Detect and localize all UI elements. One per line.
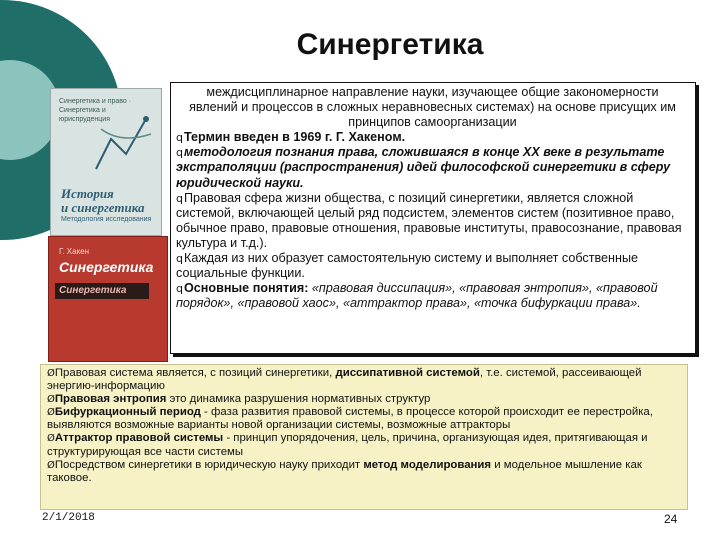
book-illustration-icon — [91, 109, 161, 179]
bullet-icon: q — [176, 252, 183, 266]
arrow-bullet-icon: Ø — [47, 368, 55, 379]
bullet-icon: q — [176, 131, 183, 145]
arrow-bullet-icon: Ø — [47, 407, 55, 419]
bullet-icon: q — [176, 146, 183, 160]
list-item: qТермин введен в 1969 г. Г. Хакеном. — [176, 130, 406, 145]
book-cover-header: Синергетика и право · Синергетика и юриспруденция — [59, 98, 132, 123]
arrow-bullet-icon: Ø — [47, 433, 55, 445]
book-cover-title: Синергетика — [59, 259, 154, 275]
list-item: ØБифуркационный период - фаза развития правовой системы, в процессе которой происходит ее перестройка, выявляются возможные варианты новой организации системы, возможные аттракторы — [47, 406, 653, 432]
bullet-icon: q — [176, 282, 183, 296]
arrow-bullet-icon: Ø — [47, 459, 55, 471]
book-cover-history-synergetics — [50, 88, 162, 236]
slide-date: 2/1/2018 — [42, 512, 95, 524]
list-item: ØПравовая система является, с позиций синергетики, диссипативной системой, т.е. системой, рассеивающей энергию-информацию — [47, 367, 642, 393]
definition-intro: междисциплинарное направление науки, изучающее общие закономерности явлений и процессов в сложных неравновесных системах) на основе присущих им принципов самоорганизации — [189, 85, 676, 130]
slide-title: Синергетика — [296, 28, 484, 61]
definition-box — [170, 82, 696, 354]
list-item: ØПравовая энтропия это динамика разрушения нормативных структур — [47, 393, 431, 406]
page-number: 24 — [664, 512, 678, 526]
bullet-icon: q — [176, 191, 183, 205]
book-cover-subtitle: Методология исследования — [61, 216, 152, 223]
list-item: qКаждая из них образует самостоятельную систему и выполняет собственные социальные функции. — [176, 251, 639, 281]
list-item: qОсновные понятия: «правовая диссипация», «правовая энтропия», «правовой порядок», «правовой хаос», «аттрактор права», «точка бифуркации права». — [176, 281, 658, 311]
list-item: qметодология познания права, сложившаяся в конце XX веке в результате экстраполяции (распространения) идей философской синергетики в сферу юридической науки. — [176, 145, 671, 190]
arrow-bullet-icon: Ø — [47, 394, 55, 406]
key-concepts-box — [40, 364, 688, 510]
book-cover-title: История и синергетика — [61, 186, 145, 215]
book-cover-band: Синергетика — [55, 283, 149, 299]
book-cover-haken — [48, 236, 168, 362]
book-cover-author: Г. Хакен — [59, 247, 90, 256]
list-item: qПравовая сфера жизни общества, с позиций синергетики, является сложной системой, включающей целый ряд подсистем, элементов систем (позитивное право, обычное право, правовые отношения, правовые институты, правосознание, правовая культура и т.д.). — [176, 190, 682, 250]
list-item: ØАттрактор правовой системы - принцип упорядочения, цель, причина, организующая идея, притягивающая и структурирующая все части системы — [47, 432, 648, 458]
list-item: ØПосредством синергетики в юридическую науку приходит метод моделирования и модельное мышление как таковое. — [47, 458, 642, 484]
